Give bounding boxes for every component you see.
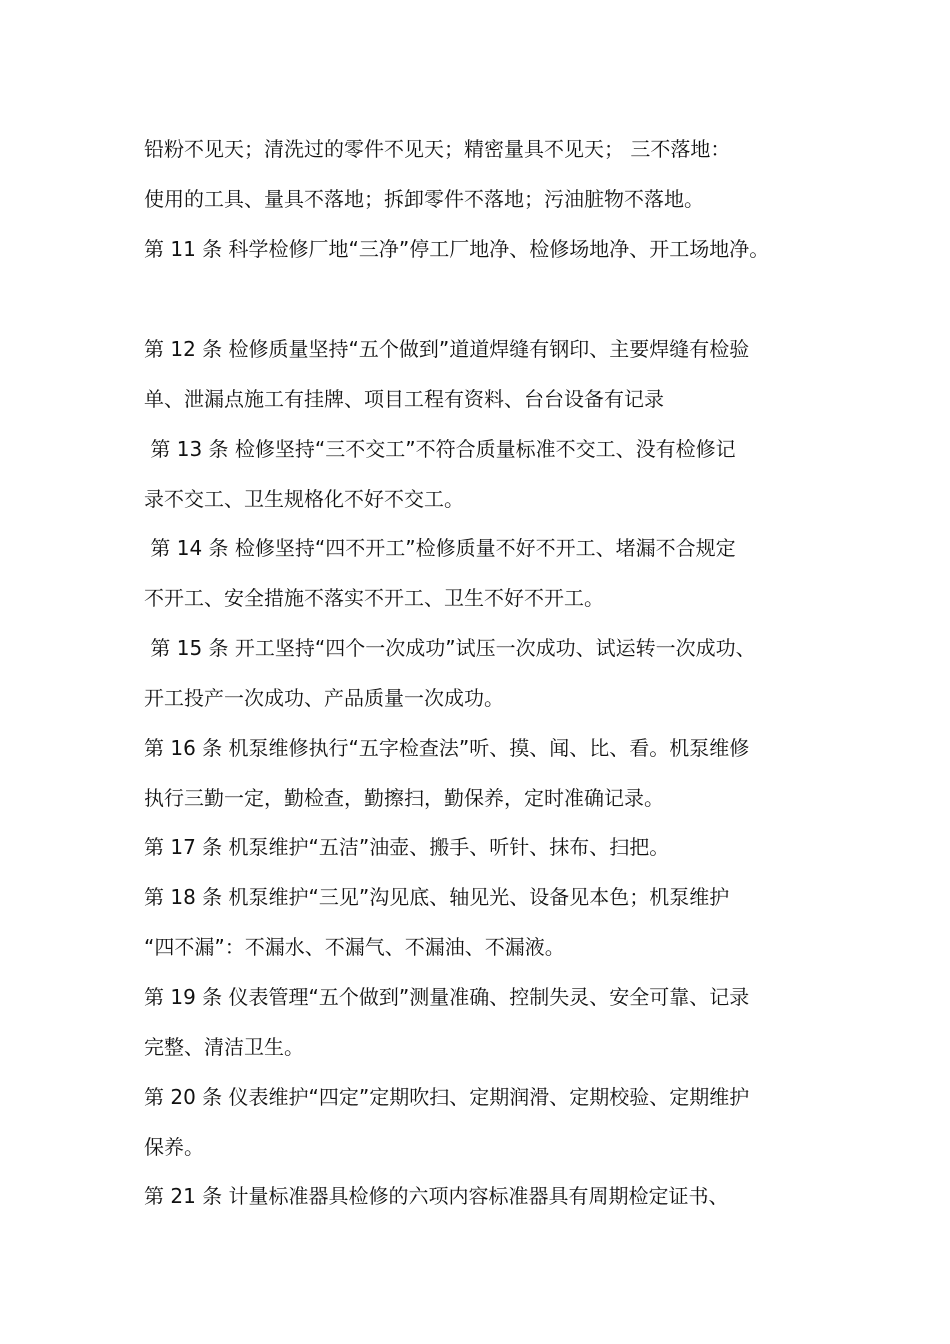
text-line: 保养。 bbox=[144, 1135, 204, 1159]
text-line: 第 20 条 仪表维护“四定”定期吹扫、定期润滑、定期校验、定期维护 bbox=[144, 1085, 750, 1109]
text-line: 第 21 条 计量标准器具检修的六项内容标准器具有周期检定证书、 bbox=[144, 1184, 729, 1208]
text-line: 执行三勤一定，勤检查，勤擦扫，勤保养，定时准确记录。 bbox=[144, 786, 664, 810]
text-line: 单、泄漏点施工有挂牌、项目工程有资料、台台设备有记录 bbox=[144, 387, 664, 411]
text-line: 第 18 条 机泵维护“三见”沟见底、轴见光、设备见本色；机泵维护 bbox=[144, 885, 730, 909]
text-line: 使用的工具、量具不落地；拆卸零件不落地；污油脏物不落地。 bbox=[144, 187, 704, 211]
text-line: 录不交工、卫生规格化不好不交工。 bbox=[144, 487, 464, 511]
text-line: 第 13 条 检修坚持“三不交工”不符合质量标准不交工、没有检修记 bbox=[144, 437, 736, 461]
text-line: 第 15 条 开工坚持“四个一次成功”试压一次成功、试运转一次成功、 bbox=[144, 636, 756, 660]
text-line: 铅粉不见天；清洗过的零件不见天；精密量具不见天； 三不落地： bbox=[144, 137, 731, 161]
text-line: 第 19 条 仪表管理“五个做到”测量准确、控制失灵、安全可靠、记录 bbox=[144, 985, 750, 1009]
text-line: 第 14 条 检修坚持“四不开工”检修质量不好不开工、堵漏不合规定 bbox=[144, 536, 736, 560]
text-line: 开工投产一次成功、产品质量一次成功。 bbox=[144, 686, 504, 710]
text-line: 第 17 条 机泵维护“五洁”油壶、搬手、听针、抹布、扫把。 bbox=[144, 835, 670, 859]
text-line: 完整、清洁卫生。 bbox=[144, 1035, 304, 1059]
text-line: 第 16 条 机泵维修执行“五字检查法”听、摸、闻、比、看。机泵维修 bbox=[144, 736, 750, 760]
text-line: 第 12 条 检修质量坚持“五个做到”道道焊缝有钢印、主要焊缝有检验 bbox=[144, 337, 750, 361]
text-line: 不开工、安全措施不落实不开工、卫生不好不开工。 bbox=[144, 586, 604, 610]
text-line: 第 11 条 科学检修厂地“三净”停工厂地净、检修场地净、开工场地净。 bbox=[144, 237, 770, 261]
text-line: “四不漏”：不漏水、不漏气、不漏油、不漏液。 bbox=[144, 935, 565, 959]
